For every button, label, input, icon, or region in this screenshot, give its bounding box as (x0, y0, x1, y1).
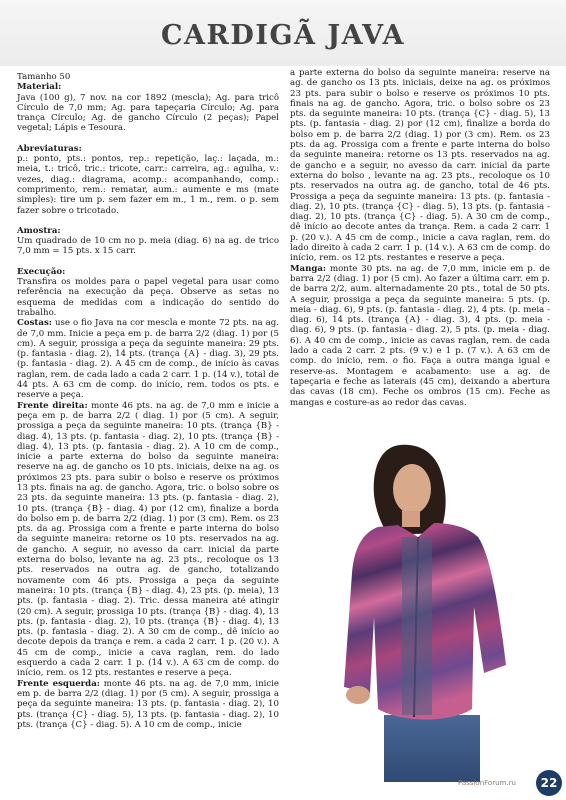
inner-top (402, 537, 432, 715)
execution-heading: Execução: (17, 266, 66, 277)
page-number-badge: 22 (536, 770, 562, 796)
left-column (17, 72, 279, 730)
sample-heading: Amostra: (17, 225, 61, 236)
execution-text: Transfira os moldes para o papel vegetal para usar como referência na execução da peça. Observe as setas no esquema de medidas com a indicação do sentido do trabalho. (17, 277, 279, 318)
back-text: use o fio Java na cor mescla e monte 72 pts. na ag. de 7,0 mm. Inicie a peça em p. de barra 2/2 (diag. 1) por (5 cm). A seguir, prossiga a peça da seguinte maneira: 29 pts. (p. fantasia - diag. 2), 14 pts. (trança {A} - diag. 3), 29 pts. (p. fantasia - diag. 2). A 45 cm de comp., de início às cavas raglan, rem. de cada lado a cada 2 carr. 1 p. (14 v.), total de 44 pts. A 63 cm de comp. do início, rem. todos os pts. e reserve a peça. (17, 318, 279, 401)
left-front-continued: a parte externa do bolso da seguinte maneira: reserve na ag. de gancho os 13 pts. iniciais, deixe na ag. os próximos 23 pts. para subir o bolso e reserve os próximos 10 pts. finais na ag. de gancho. Agora, tric. o bolso sobre os 23 pts. da seguinte maneira: 10 pts. (trança {C} - diag. 5), 13 pts. (p. fantasia - diag. 2) por (12 cm), finalize a borda do bolso em p. de barra 2/2 (diag. 1) por (3 cm). Rem. os 23 pts. da ag. Prossiga com a frente e parte interna do bolso da seguinte maneira: retorne os 13 pts. reservados na ag. de gancho e a seguir, no avesso da carr. inicial da parte externa do bolso , levante na ag. 23 pts., recoloque os 10 pts. reservados na outra ag. de gancho, total de 46 pts. Prossiga a peça da seguinte maneira: 13 pts. (p. fantasia - diag. 2), 10 pts. (trança {C} - diag. 5), 13 pts. (p. fantasia - diag. 2), 10 pts. (trança {C} - diag. 5). A 30 cm de comp., dê início ao decote antes da trança. Rem. a cada 2 carr. 1 p. (20 v.). A 45 cm de comp., inicie a cava raglan, rem. do lado direito à cada 2 carr. 1 p. (14 v.). A 63 cm de comp. do início, rem. os 12 pts. restantes e reserve a peça. (290, 68, 550, 264)
material-heading: Material: (17, 82, 62, 93)
right-front-section (17, 401, 279, 679)
model-jeans (384, 715, 480, 782)
watermark: PassionForum.ru (458, 779, 516, 787)
sleeve-section (290, 264, 550, 408)
back-section (17, 318, 279, 400)
abbreviations-text: p.: ponto, pts.: pontos, rep.: repetição, laç.: laçada, m.: meia, t.: tricô, tric.: tricote, carr.: carreira, ag.: agulha, v.: vezes, diag.: diagrama, acomp.: acompanhando, comp.: comprimento, rem.: rematar, aum.: aumente e ms (mate simples): tire um p. sem fazer em m., 1 m., rem. o p. sem fazer sobre o tricotado. (17, 154, 279, 216)
left-front-label: Frente esquerda: (17, 678, 100, 689)
sleeve-label: Manga: (290, 263, 327, 274)
model-photo (322, 437, 532, 782)
sample-text: Um quadrado de 10 cm no p. meia (diag. 6) na ag. de trico 7,0 mm = 15 pts. x 15 carr. (17, 236, 279, 257)
sleeve-text: monte 30 pts. na ag. de 7,0 mm, inicie em p. de barra 2/2 (diag. 1) por (5 cm). Ao fazer a última carr. em p. de barra 2/2, aum. alternadamente 20 pts., total de 50 pts. A seguir, prossiga a peça da seguinte maneira: 5 pts. (p. meia - diag. 6), 9 pts. (p. fantasia - diag. 2), 4 pts. (p. meia - diag. 6), 14 pts. (trança {A} - diag. 3), 4 pts. (p. meia - diag. 6), 9 pts. (p. fantasia - diag. 2), 5 pts. (p. meia - diag. 6). A 40 cm de comp., inicie as cavas raglan, rem. de cada lado a cada 2 carr. 2 pts. (9 v.) e 1 p. (7 v.). A 63 cm de comp. do início, rem. o fio. Faça a outra manga igual e reserve-as. Montagem e acabamento: use a ag. de tapeçaria e feche as laterais (45 cm), deixando a abertura das cavas (18 cm). Feche os ombros (15 cm). Feche as mangas e costure-as ao redor das cavas. (290, 263, 550, 408)
abbreviations-heading: Abreviaturas: (17, 143, 82, 154)
left-front-section (17, 679, 279, 730)
right-column (290, 68, 550, 408)
model-hand (346, 686, 370, 704)
size-line: Tamanho 50 (17, 72, 71, 82)
material-text: Java (100 g), 7 nov. na cor 1892 (mescla); Ag. para tricô Círculo de 7,0 mm; Ag. para tapeçaria Círculo; Ag. para trança Círculo; Ag. de gancho Círculo (2 peças); Papel vegetal; Lápis e Tesoura. (17, 92, 279, 134)
back-label: Costas: (17, 318, 52, 329)
model-face (393, 464, 431, 514)
page-title: CARDIGÃ JAVA (161, 20, 405, 51)
right-front-text: monte 46 pts. na ag. de 7,0 mm e inicie a peça em p. de barra 2/2 ( diag. 1) por (5 cm). A seguir, prossiga a peça da seguinte maneira: 10 pts. (trança {B} - diag. 4), 13 pts. (p. fantasia - diag. 2), 10 pts. (trança {B} - diag. 4), 13 pts. (p. fantasia - diag. 2). A 10 cm de comp., inicie a parte externa do bolso da seguinte maneira: reserve na ag. de gancho os 10 pts. iniciais, deixe na ag. os próximos 23 pts. para subir o bolso e reserve os próximos 13 pts. finais na ag. de gancho. Agora, tric. o bolso sobre os 23 pts. da seguinte maneira: 13 pts. (p. fantasia - diag. 2), 10 pts. (trança {B} - diag. 4) por (12 cm), finalize a borda do bolso em p. de barra 2/2 (diag. 1) por (3 cm). Rem. os 23 pts. da ag. Prossiga com a frente e parte interna do bolso da seguinte maneira: retorne os 10 pts. reservados na ag. de gancho. A seguir, no avesso da carr. inicial da parte externa do bolso, levante na ag. 23 pts., recoloque os 13 pts. reservados na outra ag. de gancho, totalizando novamente com 46 pts. Prossiga a peça da seguinte maneira: 10 pts. (trança {B} - diag. 4), 23 pts. (p. meia), 13 pts. (p. fantasia - diag. 2). Tric. dessa maneira até atingir (20 cm). A seguir, prossiga 10 pts. (trança {B} - diag. 4), 13 pts. (p. fantasia - diag. 2), 10 pts. (trança {B} - diag. 4), 13 pts. (p. fantasia - diag. 2). A 30 cm de comp., dê início ao decote depois da trança e rem. a cada 2 carr. 1 p. (20 v.). A 45 cm de comp., inicie a cava raglan, rem. do lado esquerdo a cada 2 carr. 1 p. (14 v.). A 63 cm de comp. do início, rem. os 12 pts. restantes e reserve a peça. (17, 400, 279, 679)
model-neck (402, 511, 420, 527)
left-front-text: monte 46 pts. na ag. de 7,0 mm, inicie em p. de barra 2/2 (diag. 1) por (5 cm). A seguir, prossiga a peça da seguinte maneira: 13 pts. (p. fantasia - diag. 2), 10 pts. (trança {C} - diag. 5), 13 pts. (p. fantasia - diag. 2), 10 pts. (trança {C} - diag. 5). A 10 cm de comp., inicie (17, 678, 279, 730)
right-front-label: Frente direita: (17, 400, 88, 411)
